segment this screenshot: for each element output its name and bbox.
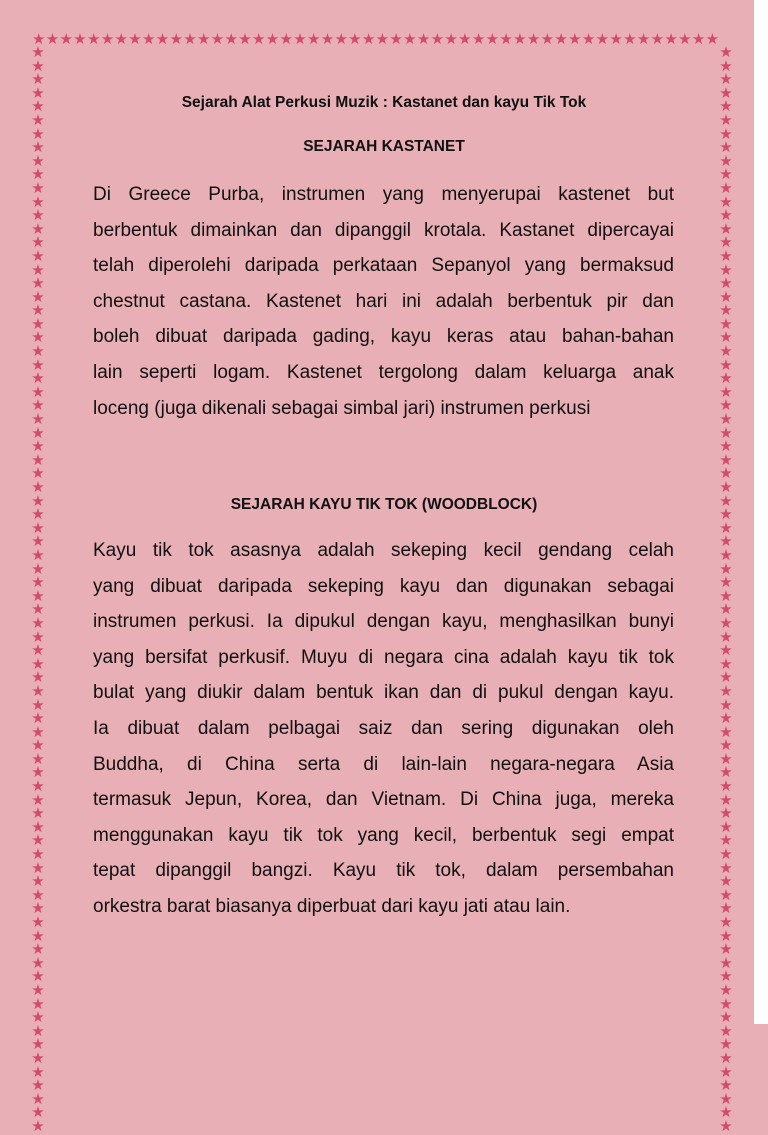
text-line: Ia dibuat dalam pelbagai saiz dan sering digunakan oleh: [93, 717, 674, 739]
paragraph-kastanet: [93, 177, 674, 426]
text-line: yang dibuat daripada sekeping kayu dan digunakan sebagai: [93, 575, 674, 597]
text-line: instrumen perkusi. Ia dipukul dengan kayu, menghasilkan bunyi: [93, 611, 674, 633]
star-border-top: ★★★★★★★★★★★★★★★★★★★★★★★★★★★★★★★★★★★★★★★★★★★★★★★★★★: [32, 30, 720, 48]
star-border-right: ★ ★ ★ ★ ★ ★ ★ ★ ★ ★ ★ ★ ★ ★ ★ ★ ★ ★ ★ ★ ★ ★ ★ ★ ★ ★ ★ ★ ★ ★ ★ ★ ★ ★ ★ ★ ★ ★ ★ ★ ★ ★ ★ ★ ★ ★ ★ ★ ★ ★ ★ ★ ★ ★ ★ ★ ★ ★ ★ ★ ★ ★ ★ ★ ★ ★ ★ ★ ★ ★ ★ ★ ★ ★ ★ ★ ★ ★ ★ ★: [719, 43, 733, 1135]
text-line: menggunakan kayu tik tok yang kecil, berbentuk segi empat: [93, 824, 674, 846]
text-line: chestnut castana. Kastenet hari ini adalah berbentuk pir dan: [93, 290, 674, 312]
text-line: yang bersifat perkusif. Muyu di negara cina adalah kayu tik tok: [93, 646, 674, 668]
text-line: lain seperti logam. Kastenet tergolong dalam keluarga anak: [93, 361, 674, 383]
text-line: Buddha, di China serta di lain-lain negara-negara Asia: [93, 753, 674, 775]
text-line: berbentuk dimainkan dan dipanggil krotala. Kastanet dipercayai: [93, 219, 674, 241]
text-line: termasuk Jepun, Korea, dan Vietnam. Di China juga, mereka: [93, 789, 674, 811]
section-heading-kayu-tik-tok: SEJARAH KAYU TIK TOK (WOODBLOCK): [230, 496, 538, 513]
section-heading-kastanet: SEJARAH KASTANET: [303, 138, 465, 155]
text-line: tepat dipanggil bangzi. Kayu tik tok, dalam persembahan: [93, 860, 674, 882]
text-line: telah diperolehi daripada perkataan Sepanyol yang bermaksud: [93, 255, 674, 277]
text-line: Di Greece Purba, instrumen yang menyerupai kastenet but: [93, 184, 674, 205]
text-line: boleh dibuat daripada gading, kayu keras atau bahan-bahan: [93, 326, 674, 348]
text-line: Kayu tik tok asasnya adalah sekeping kecil gendang celah: [93, 540, 674, 561]
star-border-left: ★ ★ ★ ★ ★ ★ ★ ★ ★ ★ ★ ★ ★ ★ ★ ★ ★ ★ ★ ★ ★ ★ ★ ★ ★ ★ ★ ★ ★ ★ ★ ★ ★ ★ ★ ★ ★ ★ ★ ★ ★ ★ ★ ★ ★ ★ ★ ★ ★ ★ ★ ★ ★ ★ ★ ★ ★ ★ ★ ★ ★ ★ ★ ★ ★ ★ ★ ★ ★ ★ ★ ★ ★ ★ ★ ★ ★ ★ ★ ★: [31, 43, 45, 1135]
paragraph-kayu-tik-tok: [93, 533, 674, 925]
text-line: bulat yang diukir dalam bentuk ikan dan di pukul dengan kayu.: [93, 682, 674, 704]
text-line: orkestra barat biasanya diperbuat dari kayu jati atau lain.: [93, 895, 571, 917]
page-title: Sejarah Alat Perkusi Muzik : Kastanet dan kayu Tik Tok: [181, 94, 587, 111]
text-line: loceng (juga dikenali sebagai simbal jari) instrumen perkusi: [93, 397, 591, 419]
